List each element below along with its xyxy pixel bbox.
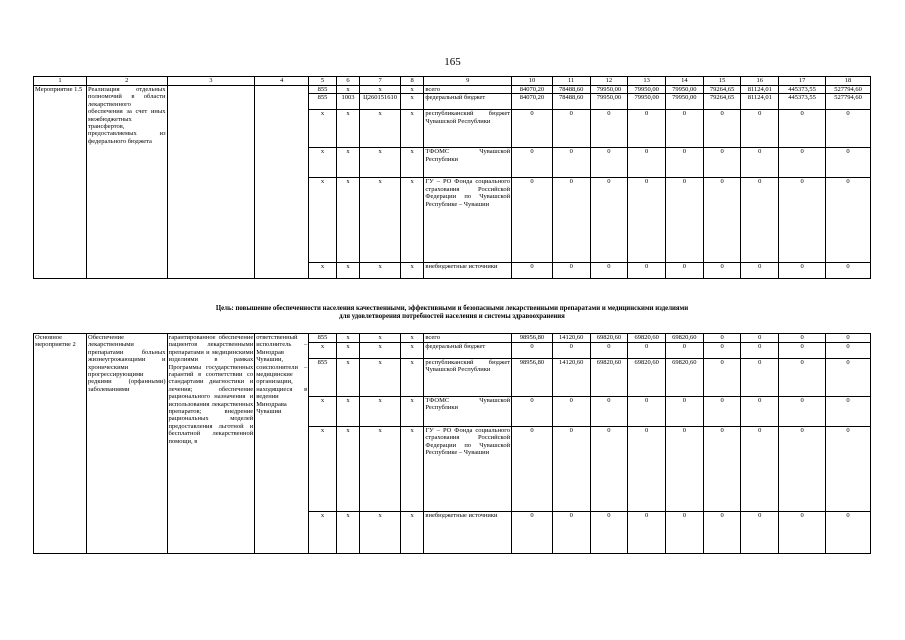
code-cell: x: [400, 110, 423, 148]
amount-cell: 0: [512, 397, 553, 427]
amount-cell: 0: [779, 110, 826, 148]
amount-cell: 0: [741, 263, 779, 279]
amount-cell: 79264,65: [703, 94, 741, 110]
amount-cell: 0: [826, 397, 871, 427]
code-cell: x: [309, 397, 337, 427]
amount-cell: 69820,60: [628, 334, 666, 343]
amount-cell: 527794,60: [826, 94, 871, 110]
amount-cell: 0: [665, 178, 703, 263]
code-cell: x: [400, 148, 423, 178]
code-cell: x: [400, 397, 423, 427]
amount-cell: 0: [628, 110, 666, 148]
amount-cell: 0: [741, 343, 779, 359]
amount-cell: 0: [741, 334, 779, 343]
amount-cell: 0: [741, 512, 779, 554]
code-cell: x: [400, 263, 423, 279]
funding-source-cell: ГУ – РО Фонда социального страхования Российской Федерации по Чувашской Республике – Чувашии: [424, 427, 512, 512]
goal-heading: [33, 305, 871, 321]
header-cell: 8: [400, 77, 423, 86]
amount-cell: 0: [665, 512, 703, 554]
amount-cell: 0: [590, 512, 628, 554]
amount-cell: 0: [552, 148, 590, 178]
code-cell: x: [336, 343, 359, 359]
amount-cell: 0: [628, 263, 666, 279]
amount-cell: 79950,00: [628, 94, 666, 110]
amount-cell: 79950,00: [665, 86, 703, 94]
amount-cell: 0: [552, 110, 590, 148]
amount-cell: 69820,60: [590, 359, 628, 397]
header-cell: 2: [87, 77, 168, 86]
amount-cell: 78488,60: [552, 94, 590, 110]
amount-cell: 79264,65: [703, 86, 741, 94]
code-cell: x: [400, 343, 423, 359]
funding-source-cell: ТФОМС Чувашской Республики: [424, 397, 512, 427]
amount-cell: 0: [703, 334, 741, 343]
amount-cell: 0: [512, 110, 553, 148]
amount-cell: 0: [741, 110, 779, 148]
code-cell: x: [309, 148, 337, 178]
code-cell: x: [360, 397, 401, 427]
header-cell: 15: [703, 77, 741, 86]
amount-cell: 81124,01: [741, 86, 779, 94]
funding-source-cell: федеральный бюджет: [424, 343, 512, 359]
code-cell: x: [336, 148, 359, 178]
amount-cell: 0: [779, 397, 826, 427]
code-cell: 1003: [336, 94, 359, 110]
code-cell: x: [360, 263, 401, 279]
goal-line-2: для удовлетворения потребностей населения и системы здравоохранения: [339, 313, 565, 320]
header-cell: 12: [590, 77, 628, 86]
result-cell: гарантированное обеспечение пациентов лекарственными препаратами и медицинскими изделиями в рамках Программы государственных гарантий в соответствии со стандартами диагностики и лечения; обеспечение рационального назначения и использования лекарственных препаратов; внедрение рациональных моделей предоставления льготной и бесплатной лекарственной помощи, в: [167, 334, 255, 554]
amount-cell: 0: [628, 148, 666, 178]
amount-cell: 0: [741, 427, 779, 512]
amount-cell: 0: [779, 148, 826, 178]
goal-line-1: Цель: повышение обеспеченности населения качественными, эффективными и безопасными лекарственными препаратами и медицинскими изделиями: [215, 305, 689, 312]
amount-cell: 98956,80: [512, 334, 553, 343]
funding-source-cell: ТФОМС Чувашской Республики: [424, 148, 512, 178]
amount-cell: 0: [779, 427, 826, 512]
amount-cell: 0: [628, 427, 666, 512]
amount-cell: 81124,01: [741, 94, 779, 110]
header-cell: 18: [826, 77, 871, 86]
amount-cell: 0: [703, 263, 741, 279]
code-cell: x: [336, 263, 359, 279]
code-cell: x: [360, 148, 401, 178]
amount-cell: 0: [826, 334, 871, 343]
code-cell: 855: [309, 359, 337, 397]
funding-source-cell: внебюджетные источники: [424, 512, 512, 554]
code-cell: x: [400, 178, 423, 263]
amount-cell: 0: [741, 359, 779, 397]
header-cell: 11: [552, 77, 590, 86]
code-cell: x: [336, 86, 359, 94]
budget-table-block-2: [33, 333, 871, 554]
amount-cell: 79950,00: [590, 94, 628, 110]
amount-cell: 0: [779, 512, 826, 554]
amount-cell: 0: [628, 343, 666, 359]
amount-cell: 0: [779, 359, 826, 397]
amount-cell: 14120,60: [552, 359, 590, 397]
amount-cell: 0: [590, 343, 628, 359]
code-cell: x: [400, 94, 423, 110]
code-cell: x: [336, 427, 359, 512]
code-cell: x: [309, 178, 337, 263]
header-cell: 1: [34, 77, 87, 86]
amount-cell: 0: [826, 343, 871, 359]
header-row: [34, 77, 871, 86]
header-cell: 6: [336, 77, 359, 86]
amount-cell: 0: [703, 359, 741, 397]
amount-cell: 0: [512, 148, 553, 178]
amount-cell: 0: [665, 343, 703, 359]
amount-cell: 0: [741, 178, 779, 263]
code-cell: x: [360, 343, 401, 359]
code-cell: x: [360, 427, 401, 512]
amount-cell: 0: [590, 263, 628, 279]
amount-cell: 79950,00: [628, 86, 666, 94]
page-number: 165: [444, 56, 461, 68]
amount-cell: 14120,60: [552, 334, 590, 343]
code-cell: x: [360, 512, 401, 554]
amount-cell: 0: [826, 263, 871, 279]
header-cell: 13: [628, 77, 666, 86]
amount-cell: 0: [826, 359, 871, 397]
code-cell: x: [400, 334, 423, 343]
code-cell: x: [360, 178, 401, 263]
event-cell: Мероприятие 1.5: [34, 86, 87, 279]
amount-cell: 0: [552, 427, 590, 512]
amount-cell: 78488,60: [552, 86, 590, 94]
amount-cell: 0: [590, 148, 628, 178]
code-cell: 855: [309, 334, 337, 343]
code-cell: x: [309, 263, 337, 279]
amount-cell: 0: [552, 397, 590, 427]
executor-cell: ответственный исполнитель – Минздрав Чувашии, соисполнители – медицинские организации, находящиеся в ведении Минздрава Чувашии: [255, 334, 309, 554]
amount-cell: 0: [512, 427, 553, 512]
code-cell: x: [360, 110, 401, 148]
amount-cell: 0: [703, 110, 741, 148]
amount-cell: 0: [665, 110, 703, 148]
amount-cell: 0: [826, 148, 871, 178]
code-cell: x: [360, 334, 401, 343]
amount-cell: 0: [826, 512, 871, 554]
amount-cell: 69820,60: [665, 359, 703, 397]
header-cell: 9: [424, 77, 512, 86]
code-cell: x: [336, 334, 359, 343]
amount-cell: 0: [741, 397, 779, 427]
code-cell: x: [309, 110, 337, 148]
funding-source-cell: внебюджетные источники: [424, 263, 512, 279]
funding-source-cell: ГУ – РО Фонда социального страхования Российской Федерации по Чувашской Республике – Чувашии: [424, 178, 512, 263]
funding-source-cell: республиканский бюджет Чувашской Республики: [424, 110, 512, 148]
amount-cell: 0: [552, 263, 590, 279]
amount-cell: 69820,60: [665, 334, 703, 343]
amount-cell: 0: [552, 512, 590, 554]
header-cell: 14: [665, 77, 703, 86]
amount-cell: 0: [628, 512, 666, 554]
amount-cell: 0: [590, 397, 628, 427]
code-cell: Ц260151610: [360, 94, 401, 110]
code-cell: x: [360, 359, 401, 397]
code-cell: x: [400, 427, 423, 512]
amount-cell: 0: [590, 427, 628, 512]
header-cell: 17: [779, 77, 826, 86]
funding-source-cell: республиканский бюджет Чувашской Республики: [424, 359, 512, 397]
header-cell: 4: [255, 77, 309, 86]
amount-cell: 0: [552, 343, 590, 359]
amount-cell: 0: [590, 110, 628, 148]
amount-cell: 0: [703, 148, 741, 178]
funding-source-cell: всего: [424, 334, 512, 343]
amount-cell: 79950,00: [590, 86, 628, 94]
amount-cell: 98956,80: [512, 359, 553, 397]
funding-source-cell: всего: [424, 86, 512, 94]
result-cell: [167, 86, 255, 279]
amount-cell: 0: [512, 512, 553, 554]
header-cell: 3: [167, 77, 255, 86]
amount-cell: 0: [665, 148, 703, 178]
amount-cell: 527794,60: [826, 86, 871, 94]
budget-table-block-1: [33, 76, 871, 279]
amount-cell: 79950,00: [665, 94, 703, 110]
code-cell: 855: [309, 94, 337, 110]
amount-cell: 84070,20: [512, 86, 553, 94]
table-row: [34, 86, 871, 94]
amount-cell: 0: [826, 178, 871, 263]
amount-cell: 84070,20: [512, 94, 553, 110]
code-cell: x: [336, 397, 359, 427]
amount-cell: 0: [741, 148, 779, 178]
amount-cell: 0: [512, 263, 553, 279]
code-cell: x: [336, 110, 359, 148]
code-cell: x: [400, 86, 423, 94]
amount-cell: 445373,55: [779, 86, 826, 94]
amount-cell: 0: [665, 427, 703, 512]
amount-cell: 0: [703, 427, 741, 512]
amount-cell: 0: [665, 263, 703, 279]
code-cell: 855: [309, 86, 337, 94]
event-cell: Основное мероприятие 2: [34, 334, 87, 554]
funding-source-cell: федеральный бюджет: [424, 94, 512, 110]
code-cell: x: [400, 512, 423, 554]
code-cell: x: [360, 86, 401, 94]
amount-cell: 0: [665, 397, 703, 427]
amount-cell: 0: [703, 397, 741, 427]
amount-cell: 0: [552, 178, 590, 263]
code-cell: x: [336, 178, 359, 263]
amount-cell: 0: [826, 427, 871, 512]
amount-cell: 0: [512, 343, 553, 359]
amount-cell: 0: [703, 512, 741, 554]
header-cell: 7: [360, 77, 401, 86]
code-cell: x: [336, 512, 359, 554]
amount-cell: 445373,55: [779, 94, 826, 110]
amount-cell: 0: [779, 343, 826, 359]
amount-cell: 0: [628, 178, 666, 263]
amount-cell: 0: [590, 178, 628, 263]
amount-cell: 69820,60: [628, 359, 666, 397]
header-cell: 10: [512, 77, 553, 86]
header-cell: 16: [741, 77, 779, 86]
amount-cell: 0: [628, 397, 666, 427]
amount-cell: 0: [826, 110, 871, 148]
amount-cell: 0: [703, 178, 741, 263]
event-name-cell: Реализация отдельных полномочий в области лекарственного обеспечения за счет иных межбюджетных трансфертов, предоставляемых из федерального бюджета: [87, 86, 168, 279]
amount-cell: 0: [779, 178, 826, 263]
executor-cell: [255, 86, 309, 279]
code-cell: x: [309, 343, 337, 359]
amount-cell: 0: [779, 263, 826, 279]
amount-cell: 69820,60: [590, 334, 628, 343]
amount-cell: 0: [779, 334, 826, 343]
code-cell: x: [309, 512, 337, 554]
amount-cell: 0: [512, 178, 553, 263]
header-cell: 5: [309, 77, 337, 86]
table-row: [34, 334, 871, 343]
event-name-cell: Обеспечение лекарственными препаратами больных жизнеугрожающими и хроническими прогрессирующими редкими (орфанными) заболеваниями: [87, 334, 168, 554]
code-cell: x: [336, 359, 359, 397]
code-cell: x: [400, 359, 423, 397]
code-cell: x: [309, 427, 337, 512]
amount-cell: 0: [703, 343, 741, 359]
